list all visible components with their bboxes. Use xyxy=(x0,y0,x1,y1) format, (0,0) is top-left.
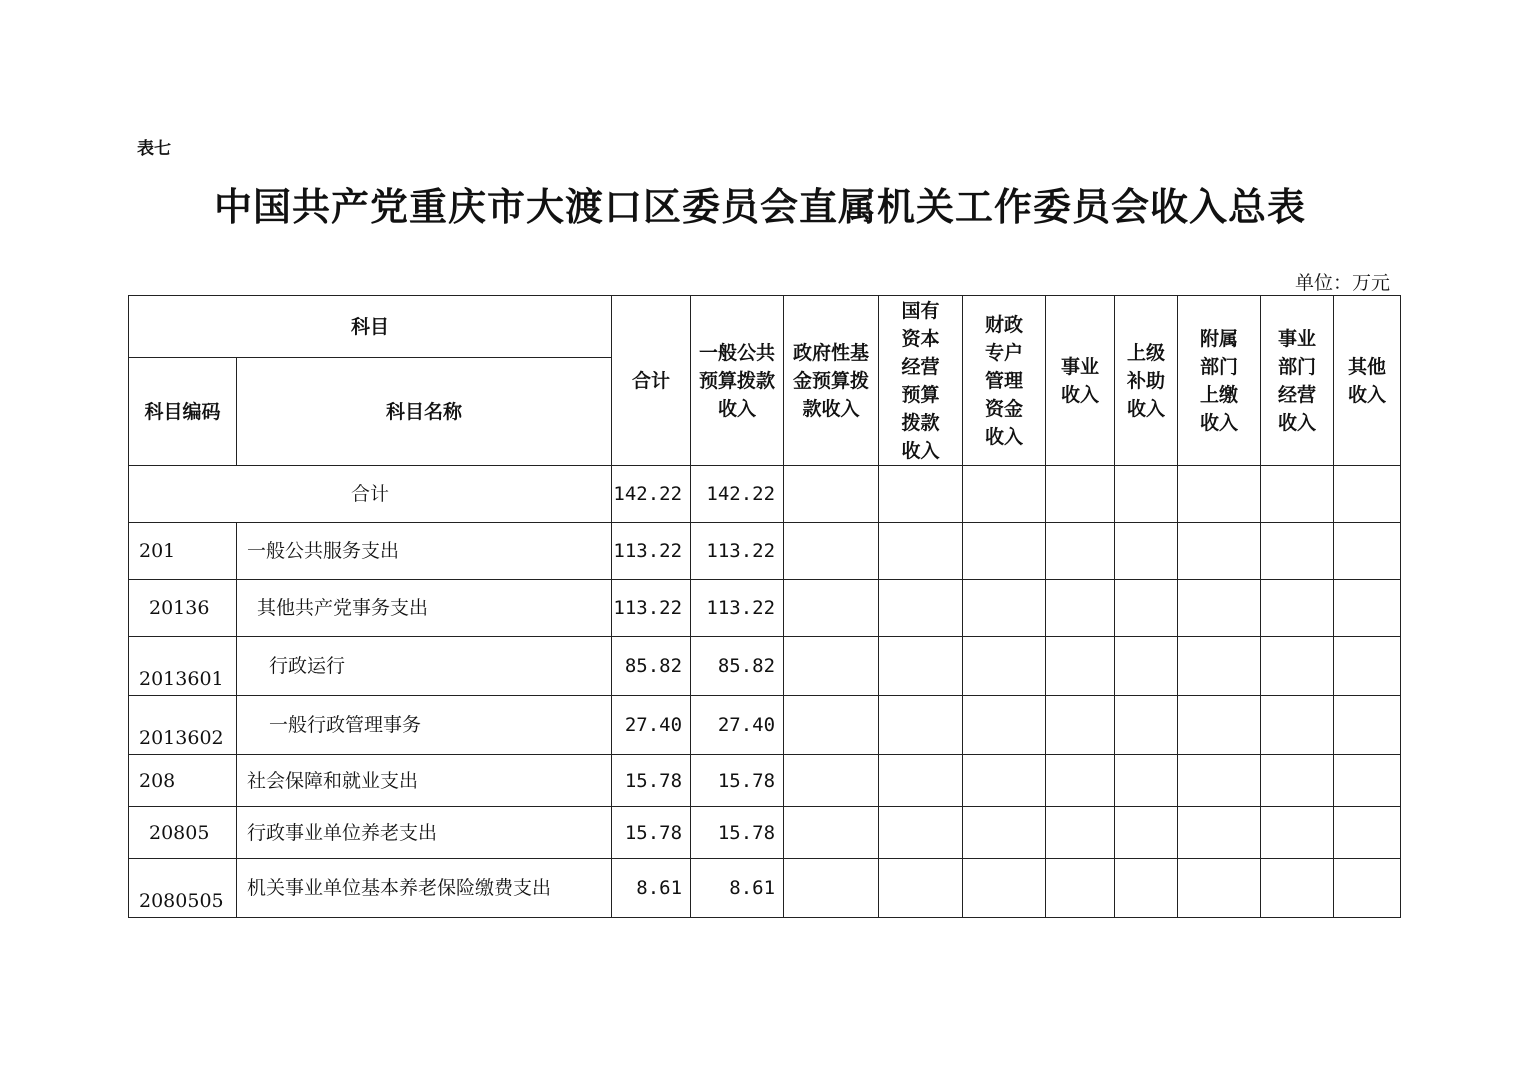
row-code: 2013602 xyxy=(129,696,237,755)
row-code: 201 xyxy=(129,523,237,580)
header-operating-income: 事业部门经营收入 xyxy=(1261,296,1334,466)
row-general-budget: 27.40 xyxy=(691,696,784,755)
header-special-account: 财政专户管理资金收入 xyxy=(963,296,1046,466)
row-name: 其他共产党事务支出 xyxy=(237,580,612,637)
header-subject: 科目 xyxy=(129,296,612,358)
row-general-budget: 15.78 xyxy=(691,755,784,807)
header-gov-fund: 政府性基金预算拨款收入 xyxy=(784,296,879,466)
row-name: 合计 xyxy=(129,466,612,523)
row-total: 113.22 xyxy=(612,523,691,580)
header-business-income: 事业收入 xyxy=(1046,296,1115,466)
row-general-budget: 15.78 xyxy=(691,807,784,859)
table-row xyxy=(129,523,1401,580)
table-row xyxy=(129,637,1401,696)
row-total: 8.61 xyxy=(612,859,691,918)
table-row xyxy=(129,807,1401,859)
row-name: 一般公共服务支出 xyxy=(237,523,612,580)
row-code: 2080505 xyxy=(129,859,237,918)
row-code: 208 xyxy=(129,755,237,807)
row-total: 113.22 xyxy=(612,580,691,637)
header-state-capital: 国有资本经营预算拨款收入 xyxy=(879,296,963,466)
table-row xyxy=(129,580,1401,637)
row-total: 142.22 xyxy=(612,466,691,523)
row-total: 85.82 xyxy=(612,637,691,696)
header-superior-subsidy: 上级补助收入 xyxy=(1115,296,1178,466)
row-general-budget: 113.22 xyxy=(691,523,784,580)
income-summary-table xyxy=(128,295,1401,918)
table-label: 表七 xyxy=(137,139,171,159)
row-name: 行政事业单位养老支出 xyxy=(237,807,612,859)
table-row xyxy=(129,466,1401,523)
header-total: 合计 xyxy=(612,296,691,466)
row-code: 20136 xyxy=(129,580,237,637)
row-total: 15.78 xyxy=(612,807,691,859)
header-affiliate-payment: 附属部门上缴收入 xyxy=(1178,296,1261,466)
row-name: 社会保障和就业支出 xyxy=(237,755,612,807)
row-total: 27.40 xyxy=(612,696,691,755)
header-subject-name: 科目名称 xyxy=(237,358,612,466)
header-general-budget: 一般公共预算拨款收入 xyxy=(691,296,784,466)
row-code: 20805 xyxy=(129,807,237,859)
row-general-budget: 113.22 xyxy=(691,580,784,637)
table-row xyxy=(129,696,1401,755)
row-total: 15.78 xyxy=(612,755,691,807)
unit-label: 单位：万元 xyxy=(1294,272,1390,294)
row-general-budget: 85.82 xyxy=(691,637,784,696)
row-name: 机关事业单位基本养老保险缴费支出 xyxy=(237,859,612,918)
row-general-budget: 142.22 xyxy=(691,466,784,523)
row-general-budget: 8.61 xyxy=(691,859,784,918)
table-row xyxy=(129,755,1401,807)
row-code: 2013601 xyxy=(129,637,237,696)
header-subject-code: 科目编码 xyxy=(129,358,237,466)
row-name: 行政运行 xyxy=(237,637,612,696)
row-name: 一般行政管理事务 xyxy=(237,696,612,755)
table-row xyxy=(129,859,1401,918)
header-other-income: 其他收入 xyxy=(1334,296,1401,466)
page-title: 中国共产党重庆市大渡口区委员会直属机关工作委员会收入总表 xyxy=(213,184,1306,229)
